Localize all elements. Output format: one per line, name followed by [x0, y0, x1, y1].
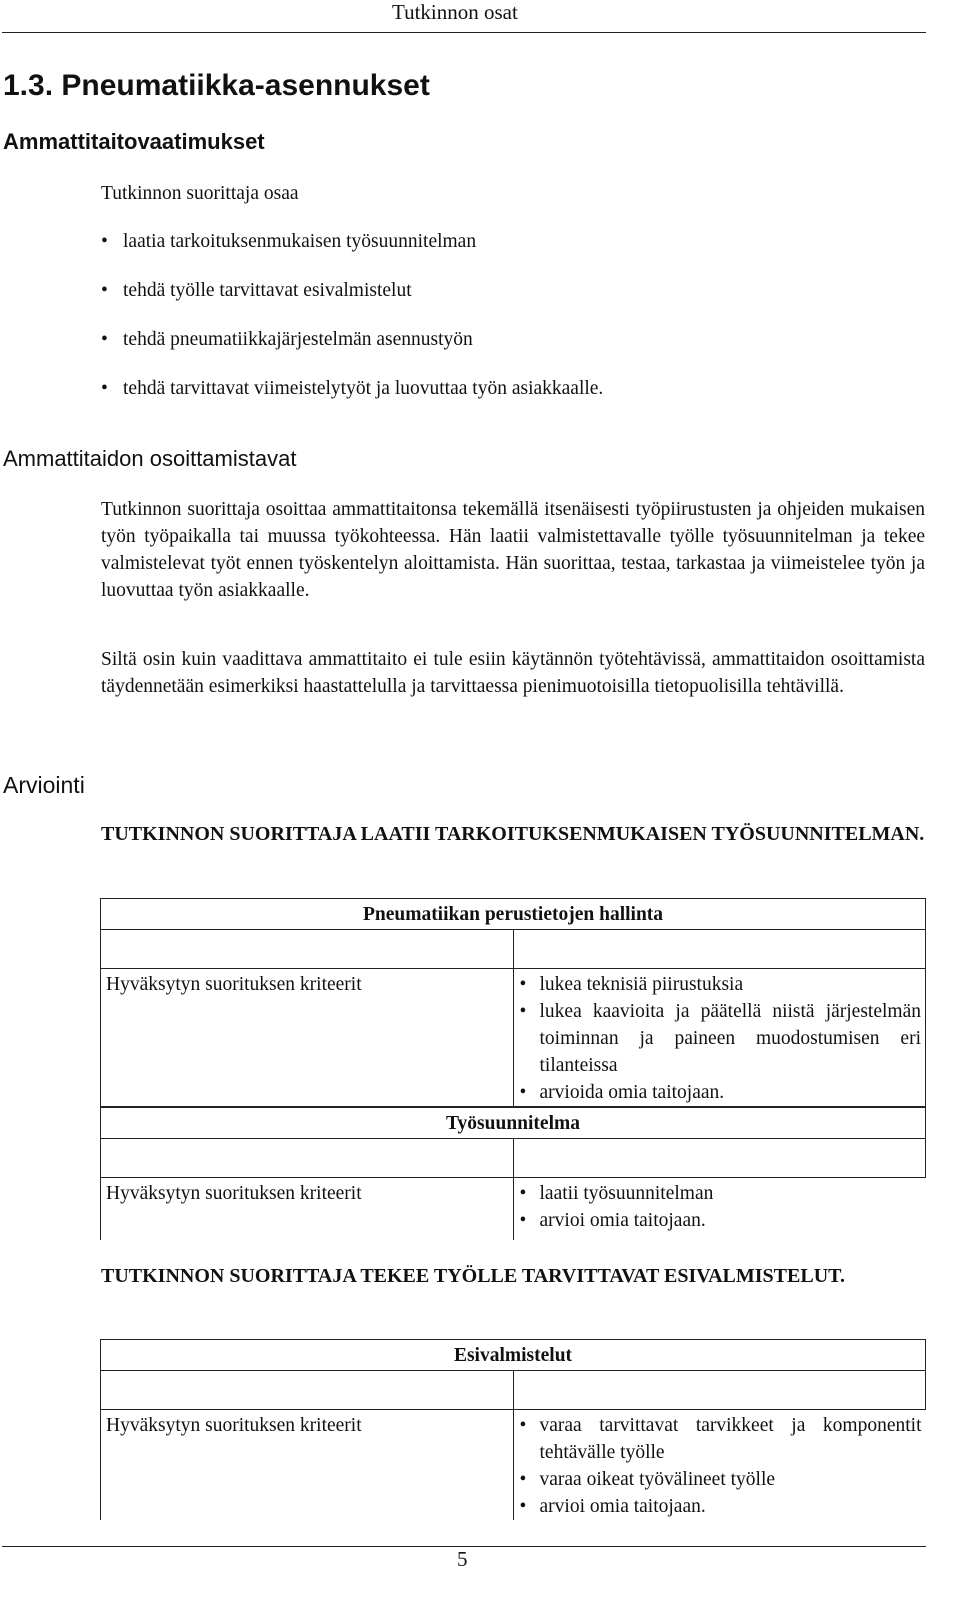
- section-title: 1.3. Pneumatiikka-asennukset: [3, 69, 430, 102]
- demonstration-paragraph-1: Tutkinnon suorittaja osoittaa ammattitaitonsa tekemällä itsenäisesti työpiirustusten ja ohjeiden mukaisen työn työpaikalla tai muussa työkohteessa. Hän laatii valmistettavalle työlle työsuunnitelman ja tekee valmistelevat työt ennen työskentelyn aloittamista. Hän suorittaa, testaa, tarkastaa ja viimeistelee työn ja luovuttaa työn asiakkaalle.: [101, 499, 925, 601]
- bullet-icon: •: [519, 974, 527, 995]
- bullet-icon: •: [101, 378, 108, 399]
- criteria-spacer-cell: [101, 930, 514, 969]
- list-item: [101, 326, 603, 375]
- criteria-item-text: arvioi omia taitojaan.: [539, 1210, 706, 1231]
- criteria-item: [520, 1207, 922, 1234]
- criteria-spacer-cell: [513, 1371, 926, 1410]
- criteria-item: [520, 1412, 922, 1466]
- criteria-item-text: arvioida omia taitojaan.: [539, 1082, 725, 1103]
- demonstration-heading: Ammattitaidon osoittamistavat: [3, 446, 297, 471]
- bullet-icon: •: [101, 280, 108, 301]
- list-item: [101, 277, 603, 326]
- criteria-label: Hyväksytyn suorituksen kriteerit: [101, 1178, 514, 1241]
- bullet-icon: •: [519, 1469, 527, 1490]
- list-item-text: tehdä pneumatiikkajärjestelmän asennustyön: [123, 329, 473, 350]
- requirements-list: [101, 228, 603, 424]
- criteria-spacer-cell: [513, 1139, 926, 1178]
- criteria-label: Hyväksytyn suorituksen kriteerit: [101, 1410, 514, 1521]
- criteria-item: [520, 1180, 922, 1207]
- running-header: Tutkinnon osat: [392, 0, 518, 24]
- criteria-item-text: lukea kaavioita ja päätellä niistä järjestelmän toiminnan ja paineen muodostumisen eri tilanteissa: [539, 1001, 921, 1076]
- criteria-items-cell: [513, 1410, 926, 1521]
- demonstration-paragraph-2: Siltä osin kuin vaadittava ammattitaito ei tule esiin käytännön työtehtävissä, ammattitaidon osoittamista täydennetään esimerkiksi haastattelulla ja tarvittaessa pienimuotoisilla tietopuolisilla tehtävillä.: [101, 649, 925, 697]
- criteria-item-text: varaa oikeat työvälineet työlle: [539, 1469, 776, 1490]
- criteria-table: [100, 898, 926, 1107]
- criteria-spacer-cell: [513, 930, 926, 969]
- criteria-item: [520, 1466, 922, 1493]
- criteria-label: Hyväksytyn suorituksen kriteerit: [101, 969, 514, 1107]
- list-item-text: laatia tarkoituksenmukaisen työsuunnitelman: [123, 231, 477, 252]
- bullet-icon: •: [519, 1183, 527, 1204]
- bullet-icon: •: [519, 1210, 527, 1231]
- criteria-item: [520, 971, 922, 998]
- criteria-table-title: Pneumatiikan perustietojen hallinta: [101, 899, 926, 930]
- list-item-text: tehdä tarvittavat viimeistelytyöt ja luovuttaa työn asiakkaalle.: [123, 378, 604, 399]
- criteria-table: [100, 1339, 926, 1520]
- criteria-table-title: Työsuunnitelma: [101, 1108, 926, 1139]
- list-item: [101, 228, 603, 277]
- page-number: 5: [457, 1547, 468, 1571]
- bullet-icon: •: [101, 329, 108, 350]
- criteria-item-text: arvioi omia taitojaan.: [539, 1496, 706, 1517]
- assessment-section-title-2: TUTKINNON SUORITTAJA TEKEE TYÖLLE TARVITTAVAT ESIVALMISTELUT.: [101, 1265, 845, 1287]
- criteria-item: [520, 1079, 922, 1106]
- assessment-heading: Arviointi: [3, 772, 85, 798]
- criteria-item-text: lukea teknisiä piirustuksia: [539, 974, 744, 995]
- list-item-text: tehdä työlle tarvittavat esivalmistelut: [123, 280, 412, 301]
- criteria-items-cell: [513, 969, 926, 1107]
- requirements-intro: Tutkinnon suorittaja osaa: [101, 183, 299, 204]
- bullet-icon: •: [519, 1082, 527, 1103]
- bullet-icon: •: [519, 1415, 527, 1436]
- requirements-heading: Ammattitaitovaatimukset: [3, 129, 265, 154]
- criteria-spacer-cell: [101, 1139, 514, 1178]
- bullet-icon: •: [101, 231, 108, 252]
- assessment-section-title-1: TUTKINNON SUORITTAJA LAATII TARKOITUKSENMUKAISEN TYÖSUUNNITELMAN.: [101, 823, 925, 845]
- criteria-table: [100, 1107, 926, 1240]
- criteria-items-cell: [513, 1178, 926, 1241]
- criteria-table-title: Esivalmistelut: [101, 1340, 926, 1371]
- criteria-item: [520, 1493, 922, 1520]
- list-item: [101, 375, 603, 424]
- bullet-icon: •: [519, 1001, 527, 1022]
- criteria-spacer-cell: [101, 1371, 514, 1410]
- bullet-icon: •: [519, 1496, 527, 1517]
- criteria-item-text: laatii työsuunnitelman: [539, 1183, 714, 1204]
- header-divider: [2, 32, 926, 33]
- criteria-item-text: varaa tarvittavat tarvikkeet ja komponentit tehtävälle työlle: [539, 1415, 922, 1463]
- criteria-item: [520, 998, 922, 1079]
